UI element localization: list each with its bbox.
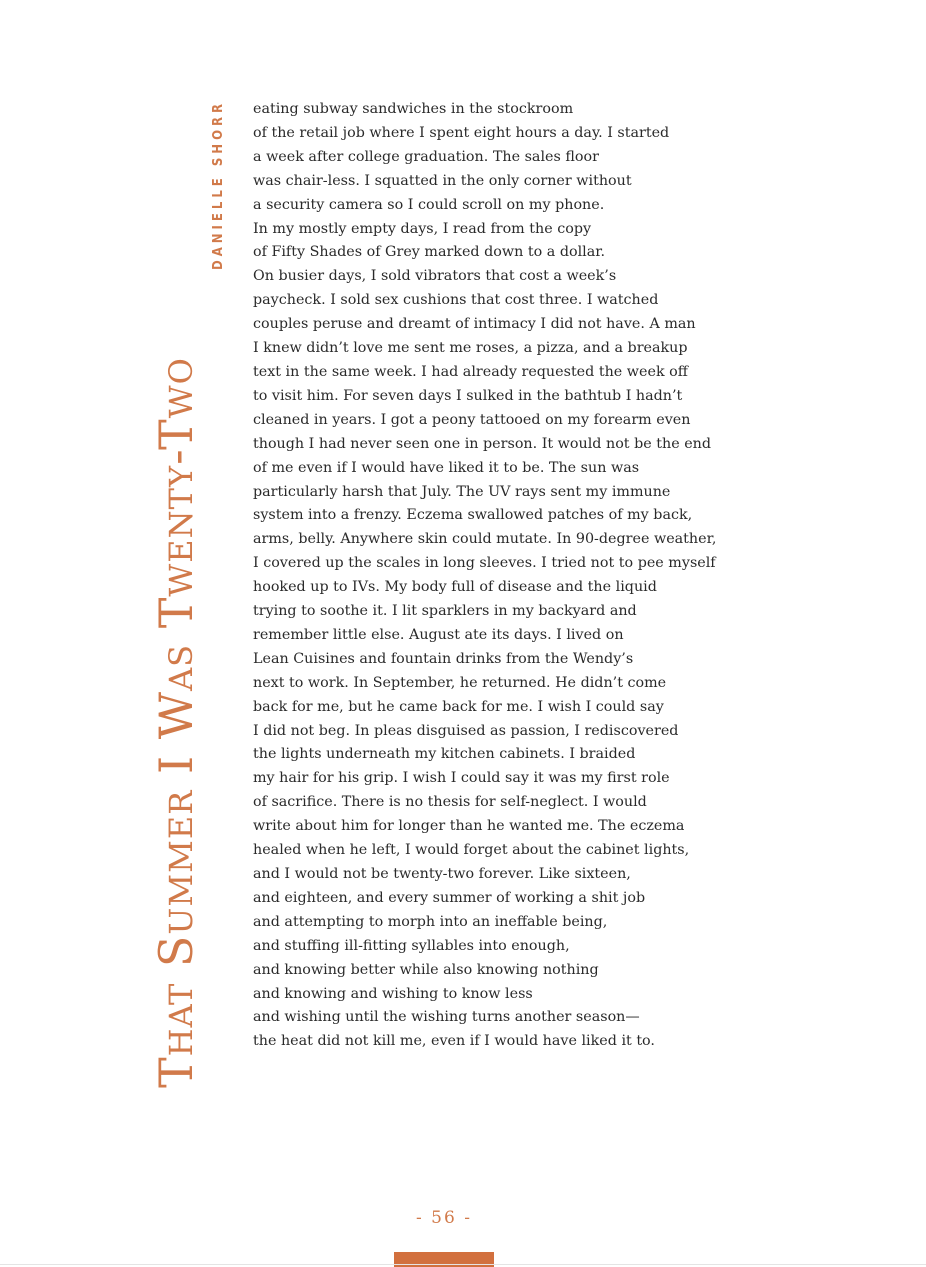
poem-line: my hair for his grip. I wish I could say it was my first role [253, 770, 670, 787]
poem-line: back for me, but he came back for me. I wish I could say [253, 698, 664, 715]
poem-title-text: That Summer I Was Twenty-Two [149, 357, 203, 1088]
poem-line: though I had never seen one in person. It would not be the end [253, 435, 712, 452]
poem-line: of sacrifice. There is no thesis for self-neglect. I would [253, 794, 647, 811]
poem-line: I covered up the scales in long sleeves. I tried not to pee myself [253, 555, 716, 572]
author-name: DANIELLE SHORR [211, 100, 226, 271]
poem-line: of Fifty Shades of Grey marked down to a dollar. [253, 244, 606, 261]
poem-line: arms, belly. Anywhere skin could mutate. In 90-degree weather, [253, 531, 717, 548]
poem-line: cleaned in years. I got a peony tattooed on my forearm even [253, 411, 691, 428]
poem-line: and knowing and wishing to know less [253, 985, 533, 1002]
poem-line: I knew didn’t love me sent me roses, a pizza, and a breakup [253, 340, 688, 357]
poem-line: to visit him. For seven days I sulked in the bathtub I hadn’t [253, 387, 683, 404]
poem-line: paycheck. I sold sex cushions that cost three. I watched [253, 292, 659, 309]
bottom-divider [0, 1264, 926, 1265]
poem-line: trying to soothe it. I lit sparklers in my backyard and [253, 603, 637, 620]
poem-line: particularly harsh that July. The UV rays sent my immune [253, 483, 671, 500]
poem-line: text in the same week. I had already requested the week off [253, 363, 688, 380]
poem-line: eating subway sandwiches in the stockroom [253, 101, 574, 117]
poem-line: the heat did not kill me, even if I would have liked it to. [253, 1033, 655, 1050]
poem-line: In my mostly empty days, I read from the copy [253, 220, 592, 237]
poem-line: and stuffing ill-fitting syllables into enough, [253, 937, 570, 954]
poem-line: system into a frenzy. Eczema swallowed patches of my back, [253, 507, 693, 524]
poem-title [150, 98, 202, 1088]
poem-line: next to work. In September, he returned. He didn’t come [253, 674, 667, 691]
poem-line: a week after college graduation. The sales floor [253, 148, 599, 165]
poem-body [253, 98, 733, 1054]
poem-line: a security camera so I could scroll on my phone. [253, 196, 605, 213]
poem-line: couples peruse and dreamt of intimacy I did not have. A man [253, 316, 696, 333]
poem-line: of the retail job where I spent eight hours a day. I started [253, 124, 670, 141]
poem-line: of me even if I would have liked it to be. The sun was [253, 459, 640, 476]
page-number: - 56 - [416, 1208, 472, 1228]
poem-line: and attempting to morph into an ineffable being, [253, 913, 608, 930]
poem-line: and wishing until the wishing turns another season— [253, 1009, 640, 1026]
poem-line: Lean Cuisines and fountain drinks from the Wendy’s [253, 650, 634, 667]
poem-line: and knowing better while also knowing nothing [253, 961, 599, 978]
poem-line: and I would not be twenty-two forever. Like sixteen, [253, 866, 631, 882]
title-block [150, 98, 230, 1088]
poem-line: hooked up to IVs. My body full of disease and the liquid [253, 579, 657, 596]
poem-line: write about him for longer than he wanted me. The eczema [253, 818, 685, 835]
poem-line: healed when he left, I would forget about the cabinet lights, [253, 842, 690, 859]
poem-line: was chair-less. I squatted in the only corner without [253, 172, 632, 189]
poem-line: and eighteen, and every summer of working a shit job [253, 889, 646, 906]
poem-line: On busier days, I sold vibrators that cost a week’s [253, 268, 617, 285]
poem-line: remember little else. August ate its days. I lived on [253, 626, 624, 643]
poem-line: I did not beg. In pleas disguised as passion, I rediscovered [253, 722, 679, 739]
poem-line: the lights underneath my kitchen cabinets. I braided [253, 746, 636, 763]
